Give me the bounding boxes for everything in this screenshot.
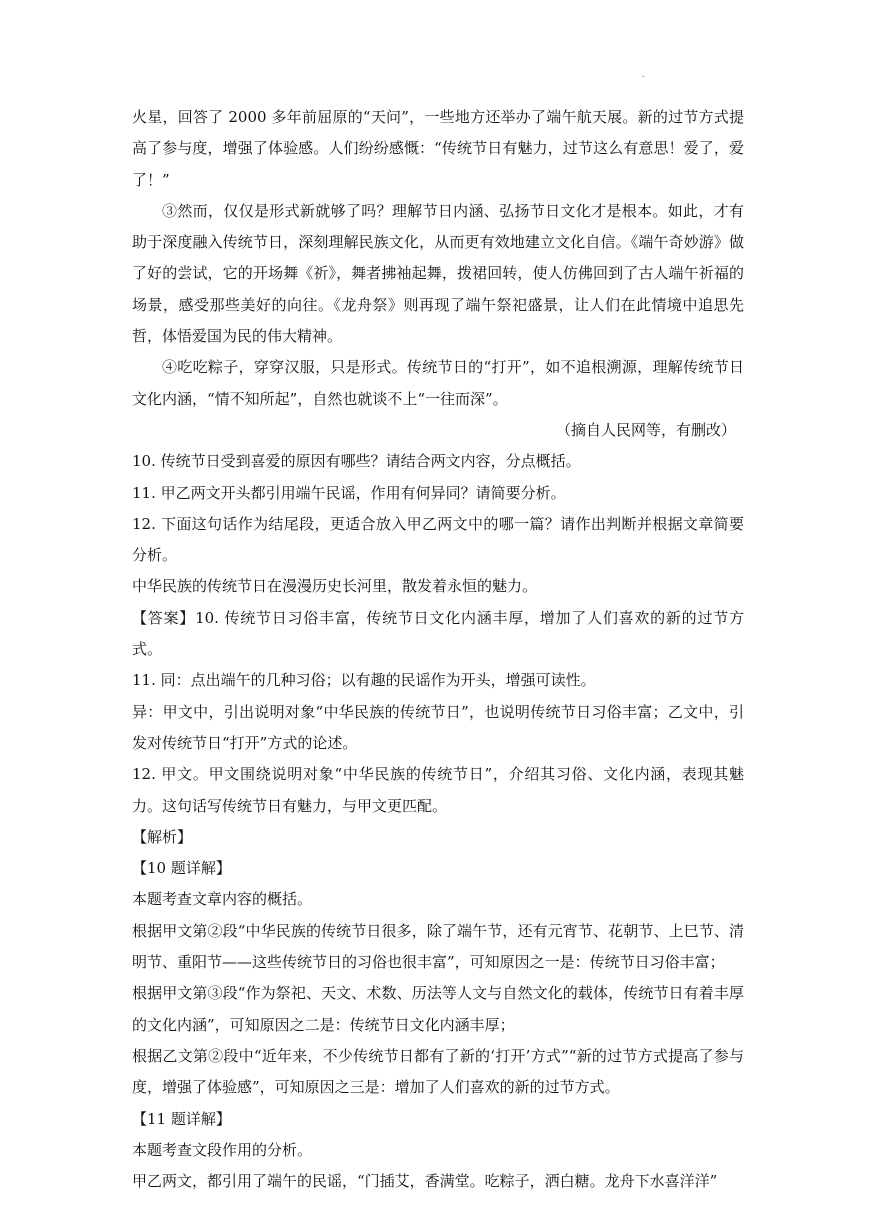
document-body	[132, 102, 744, 1197]
detail-10-reason-1: 根据甲文第②段“中华民族的传统节日很多，除了端午节，还有元宵节、花朝节、上巳节、清明节、重阳节——这些传统节日的习俗也很丰富”，可知原因之一是：传统节日习俗丰富；	[132, 921, 744, 972]
detail-10-intro: 本题考查文章内容的概括。	[132, 890, 313, 909]
source-note: （摘自人民网等，有删改）	[555, 420, 736, 439]
paragraph-continued: 火星，回答了 2000 多年前屈原的“天问”，一些地方还举办了端午航天展。新的过节方式提高了参与度，增强了体验感。人们纷纷感慨：“传统节日有魅力，过节这么有意思！爱了，爱了！”	[132, 108, 744, 189]
answer-10: 【答案】10. 传统节日习俗丰富，传统节日文化内涵丰厚，增加了人们喜欢的新的过节方式。	[132, 608, 744, 659]
answer-11-diff: 异：甲文中，引出说明对象“中华民族的传统节日”，也说明传统节日习俗丰富；乙文中，引发对传统节日“打开”方式的论述。	[132, 702, 744, 752]
detail-11-heading: 【11 题详解】	[132, 1109, 231, 1128]
page-mark: .	[642, 70, 645, 79]
quoted-sentence: 中华民族的传统节日在漫漫历史长河里，散发着永恒的魅力。	[132, 577, 538, 596]
analysis-heading: 【解析】	[132, 827, 193, 846]
detail-10-reason-3: 根据乙文第②段中“近年来，不少传统节日都有了新的‘打开’方式”“新的过节方式提高了参与度，增强了体验感”，可知原因之三是：增加了人们喜欢的新的过节方式。	[132, 1046, 744, 1097]
paragraph-3: ③然而，仅仅是形式新就够了吗？理解节日内涵、弘扬节日文化才是根本。如此，才有助于深度融入传统节日，深刻理解民族文化，从而更有效地建立文化自信。《端午奇妙游》做了好的尝试，它的开场舞《祈》，舞者拂袖起舞，拨裙回转，使人仿佛回到了古人端午祈福的场景，感受那些美好的向往。《龙舟祭》则再现了端午祭祀盛景，让人们在此情境中追思先哲，体悟爱国为民的伟大精神。	[132, 201, 744, 346]
detail-11-text: 甲乙两文，都引用了端午的民谣，“门插艾，香满堂。吃粽子，洒白糖。龙舟下水喜洋洋”	[132, 1172, 718, 1191]
paragraph-4: ④吃吃粽子，穿穿汉服，只是形式。传统节日的“打开”，如不追根溯源，理解传统节日文化内涵，“情不知所起”，自然也就谈不上“一往而深”。	[132, 358, 744, 408]
detail-11-intro: 本题考查文段作用的分析。	[132, 1140, 313, 1159]
answer-12: 12. 甲文。甲文围绕说明对象“中华民族的传统节日”，介绍其习俗、文化内涵，表现其魅力。这句话写传统节日有魅力，与甲文更匹配。	[132, 765, 744, 815]
detail-10-reason-2: 根据甲文第③段“作为祭祀、天文、术数、历法等人文与自然文化的载体，传统节日有着丰厚的文化内涵”，可知原因之二是：传统节日文化内涵丰厚；	[132, 984, 744, 1034]
question-10: 10. 传统节日受到喜爱的原因有哪些？请结合两文内容，分点概括。	[132, 452, 581, 471]
question-12: 12. 下面这句话作为结尾段，更适合放入甲乙两文中的哪一篇？请作出判断并根据文章简要分析。	[132, 514, 744, 565]
detail-10-heading: 【10 题详解】	[132, 859, 231, 878]
answer-11-same: 11. 同：点出端午的几种习俗；以有趣的民谣作为开头，增强可读性。	[132, 671, 596, 690]
question-11: 11. 甲乙两文开头都引用端午民谣，作用有何异同？请简要分析。	[132, 483, 566, 502]
